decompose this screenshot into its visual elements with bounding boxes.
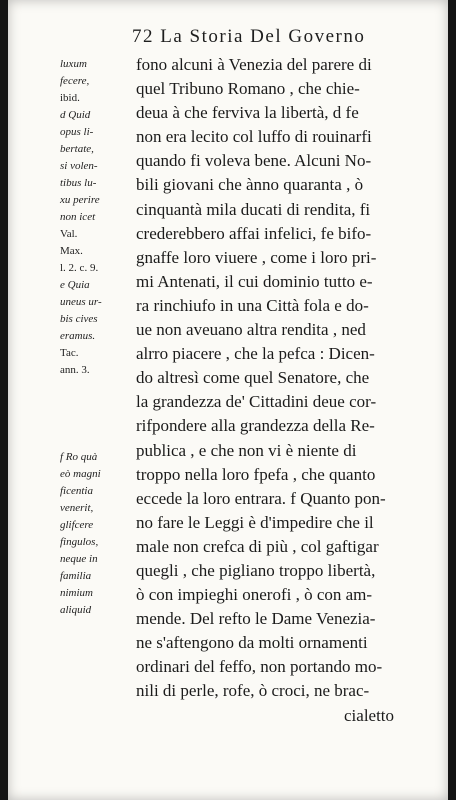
body-line: gnaffe loro viuere , come i loro pri- (136, 247, 377, 267)
body-line: bili giovani che ànno quaranta , ò (136, 175, 364, 195)
body-line: ue non aveuano altra rendita , ned (136, 320, 366, 340)
margin-notes (60, 56, 136, 619)
body-line: quegli , che pigliano troppo libertà, (136, 560, 376, 580)
margin-note-line: opus li- (60, 126, 94, 138)
margin-note-line: e Quia (60, 279, 90, 291)
body-line: rifpondere alla grandezza della Re- (136, 416, 375, 436)
body-line: crederebbero affai infelici, fe bifo- (136, 223, 372, 243)
body-line: ra rinchiufo in una Città fola e do- (136, 295, 369, 315)
margin-note-line: d Quid (60, 109, 91, 121)
body-line: cinquantà mila ducati di rendita, fi (136, 199, 371, 219)
running-header: 72 La Storia Del Governo (132, 26, 366, 47)
body-line: mi Antenati, il cui dominio tutto e- (136, 271, 373, 291)
body-line: nili di perle, rofe, ò croci, ne brac- (136, 681, 370, 701)
body-line: ne s'aftengono da molti ornamenti (136, 633, 368, 653)
margin-note-line: Max. (60, 245, 83, 257)
body-line: troppo nella loro fpefa , che quanto (136, 464, 376, 484)
body-line: ordinari del feffo, non portando mo- (136, 657, 383, 677)
body-line: male non crefca di più , col gaftigar (136, 536, 379, 556)
body-text (136, 53, 448, 728)
body-line: ò con impieghi onerofi , ò con am- (136, 585, 373, 605)
body-line: quel Tribuno Romano , che chie- (136, 79, 360, 99)
margin-note-line: Tac. (60, 347, 79, 359)
margin-note-line: xu perire (60, 194, 100, 206)
margin-note-line: luxum (60, 58, 87, 70)
margin-note-line: eramus. (60, 330, 96, 342)
margin-note-line: ficentia (60, 485, 93, 497)
margin-note-line: neque in (60, 553, 98, 565)
body-line: non era lecito col luffo di rouinarfi (136, 127, 372, 147)
book-page (8, 0, 448, 800)
body-line: quando fi voleva bene. Alcuni No- (136, 151, 372, 171)
margin-note-line: fecere, (60, 75, 90, 87)
body-line: alrro piacere , che la pefca : Dicen- (136, 344, 375, 364)
body-line: publica , e che non vi è niente di (136, 440, 357, 460)
margin-note-line: bertate, (60, 143, 94, 155)
body-line: do altresì come quel Senatore, che (136, 368, 370, 388)
margin-note-line: tibus lu- (60, 177, 97, 189)
margin-note-line: nimium (60, 587, 93, 599)
margin-note-line: familia (60, 570, 92, 582)
body-line: la grandezza de' Cittadini deue cor- (136, 392, 377, 412)
margin-note-line: venerit, (60, 502, 94, 514)
margin-note-line: l. 2. c. 9. (60, 262, 99, 274)
margin-note-line: glifcere (60, 519, 94, 531)
margin-note-line: eò magni (60, 468, 101, 480)
body-line: fono alcuni à Venezia del parere di (136, 55, 372, 74)
margin-note-line: fingulos, (60, 536, 99, 548)
body-line: eccede la loro entrara. f Quanto pon- (136, 488, 386, 508)
body-line: deua à che ferviva la libertà, d fe (136, 103, 359, 123)
margin-note-line: f Ro quà (60, 451, 98, 463)
margin-note-line: non icet (60, 211, 96, 223)
body-line: mende. Del refto le Dame Venezia- (136, 609, 376, 629)
margin-note-spacer (60, 379, 136, 449)
margin-note-line: Val. (60, 228, 78, 240)
margin-note-line: aliquid (60, 604, 92, 616)
body-line-last: cialetto (344, 705, 395, 725)
margin-note-line: ann. 3. (60, 364, 90, 376)
margin-note-line: uneus ur- (60, 296, 102, 308)
margin-note-line: si volen- (60, 160, 98, 172)
margin-note-line: ibid. (60, 92, 80, 104)
body-line: no fare le Leggi è d'impedire che il (136, 512, 374, 532)
margin-note-line: bis cives (60, 313, 98, 325)
